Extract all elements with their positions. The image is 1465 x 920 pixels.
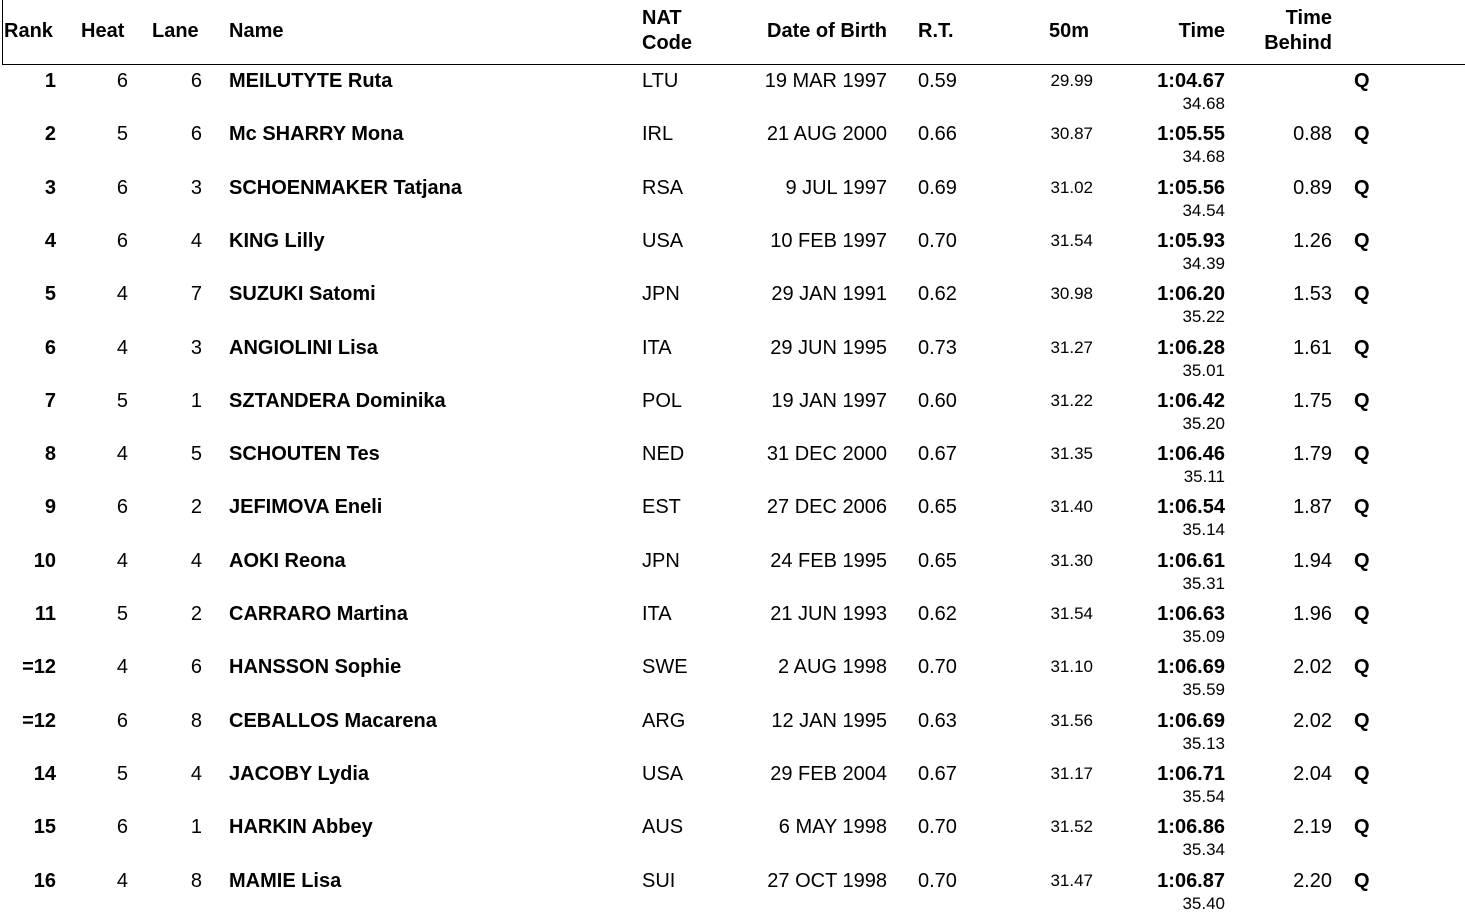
rank-cell: 16 bbox=[33, 869, 56, 892]
lane-cell: 3 bbox=[190, 336, 202, 359]
swimmer-name: KING Lilly bbox=[229, 229, 325, 252]
final-time: 1:06.61 bbox=[1157, 549, 1225, 572]
table-row bbox=[0, 387, 1465, 440]
final-time: 1:05.55 bbox=[1157, 123, 1225, 146]
split-100m: 35.13 bbox=[1182, 733, 1225, 753]
time-behind: 1.79 bbox=[1293, 443, 1332, 466]
lane-cell: 6 bbox=[190, 656, 202, 679]
heat-cell: 4 bbox=[116, 656, 128, 679]
split-50m: 31.52 bbox=[1050, 817, 1093, 837]
heat-cell: 6 bbox=[116, 709, 128, 732]
lane-cell: 6 bbox=[190, 70, 202, 92]
swimmer-name: MEILUTYTE Ruta bbox=[229, 70, 393, 92]
heat-cell: 4 bbox=[116, 549, 128, 572]
reaction-time: 0.66 bbox=[918, 123, 957, 146]
time-behind: 2.02 bbox=[1293, 709, 1332, 732]
lane-cell: 7 bbox=[190, 283, 202, 306]
lane-cell: 1 bbox=[190, 389, 202, 412]
split-50m: 29.99 bbox=[1050, 71, 1093, 90]
date-of-birth: 19 JAN 1997 bbox=[771, 389, 887, 412]
qualified-mark: Q bbox=[1354, 123, 1370, 146]
date-of-birth: 29 FEB 2004 bbox=[770, 762, 887, 785]
time-behind: 2.19 bbox=[1293, 816, 1332, 839]
lane-cell: 1 bbox=[190, 816, 202, 839]
split-50m: 31.17 bbox=[1050, 763, 1093, 783]
split-100m: 35.11 bbox=[1183, 467, 1225, 487]
rank-cell: 5 bbox=[44, 283, 56, 306]
table-row bbox=[0, 227, 1465, 280]
lane-cell: 4 bbox=[190, 229, 202, 252]
final-time: 1:06.86 bbox=[1157, 816, 1225, 839]
rank-cell: =12 bbox=[22, 656, 56, 679]
swimmer-name: CEBALLOS Macarena bbox=[229, 709, 437, 732]
date-of-birth: 27 DEC 2006 bbox=[766, 496, 887, 519]
split-100m: 35.22 bbox=[1182, 307, 1225, 327]
final-time: 1:06.63 bbox=[1157, 603, 1225, 625]
qualified-mark: Q bbox=[1354, 176, 1370, 199]
lane-cell: 4 bbox=[190, 549, 202, 572]
rank-cell: 1 bbox=[44, 70, 56, 92]
nat-code: JPN bbox=[642, 549, 680, 572]
reaction-time: 0.70 bbox=[918, 656, 957, 679]
rank-cell: 10 bbox=[33, 549, 56, 572]
reaction-time: 0.67 bbox=[918, 443, 957, 466]
date-of-birth: 29 JAN 1991 bbox=[771, 283, 887, 306]
nat-code: USA bbox=[642, 229, 684, 252]
nat-code: NED bbox=[642, 443, 685, 466]
swimmer-name: CARRARO Martina bbox=[229, 603, 408, 625]
nat-code: POL bbox=[642, 389, 683, 412]
qualified-mark: Q bbox=[1354, 869, 1370, 892]
final-time: 1:06.71 bbox=[1157, 762, 1225, 785]
heat-cell: 5 bbox=[116, 603, 128, 625]
date-of-birth: 21 AUG 2000 bbox=[766, 123, 887, 146]
split-50m: 31.35 bbox=[1050, 444, 1093, 464]
rank-cell: 15 bbox=[33, 816, 56, 839]
reaction-time: 0.62 bbox=[918, 603, 957, 625]
qualified-mark: Q bbox=[1354, 549, 1370, 572]
rank-cell: 2 bbox=[44, 123, 56, 146]
lane-cell: 3 bbox=[190, 176, 202, 199]
header-heat: Heat bbox=[81, 20, 125, 42]
heat-cell: 5 bbox=[116, 123, 128, 146]
header-divider bbox=[2, 64, 1465, 65]
final-time: 1:06.20 bbox=[1157, 283, 1225, 306]
split-50m: 31.27 bbox=[1050, 337, 1093, 357]
header-reaction-time: R.T. bbox=[918, 20, 954, 42]
nat-code: USA bbox=[642, 762, 684, 785]
nat-code: IRL bbox=[642, 123, 674, 146]
date-of-birth: 31 DEC 2000 bbox=[766, 443, 887, 466]
nat-code: SWE bbox=[642, 656, 688, 679]
nat-code: LTU bbox=[642, 70, 679, 92]
reaction-time: 0.65 bbox=[918, 549, 957, 572]
reaction-time: 0.65 bbox=[918, 496, 957, 519]
lane-cell: 2 bbox=[190, 603, 202, 625]
qualified-mark: Q bbox=[1354, 70, 1370, 92]
date-of-birth: 21 JUN 1993 bbox=[770, 603, 887, 625]
nat-code: RSA bbox=[642, 176, 684, 199]
table-row bbox=[0, 600, 1465, 653]
split-100m: 35.31 bbox=[1182, 573, 1225, 593]
nat-code: EST bbox=[642, 496, 681, 519]
date-of-birth: 10 FEB 1997 bbox=[770, 229, 887, 252]
swimmer-name: AOKI Reona bbox=[229, 549, 346, 572]
reaction-time: 0.60 bbox=[918, 389, 957, 412]
rank-cell: 7 bbox=[44, 389, 56, 412]
rank-cell: 14 bbox=[33, 762, 56, 785]
swimmer-name: SUZUKI Satomi bbox=[229, 283, 376, 306]
nat-code: AUS bbox=[642, 816, 684, 839]
nat-code: JPN bbox=[642, 283, 680, 306]
final-time: 1:04.67 bbox=[1157, 70, 1225, 92]
final-time: 1:06.54 bbox=[1157, 496, 1225, 519]
rank-cell: 6 bbox=[44, 336, 56, 359]
time-behind: 0.89 bbox=[1293, 176, 1332, 199]
time-behind: 0.88 bbox=[1293, 123, 1332, 146]
swimmer-name: JEFIMOVA Eneli bbox=[229, 496, 383, 519]
reaction-time: 0.70 bbox=[918, 816, 957, 839]
split-100m: 35.54 bbox=[1182, 786, 1225, 806]
table-row bbox=[0, 760, 1465, 813]
reaction-time: 0.70 bbox=[918, 869, 957, 892]
qualified-mark: Q bbox=[1354, 229, 1370, 252]
qualified-mark: Q bbox=[1354, 336, 1370, 359]
rank-cell: =12 bbox=[22, 709, 56, 732]
header-lane: Lane bbox=[152, 20, 199, 42]
split-50m: 30.98 bbox=[1050, 284, 1093, 304]
rank-cell: 3 bbox=[44, 176, 56, 199]
swimmer-name: SZTANDERA Dominika bbox=[229, 389, 446, 412]
nat-code: ITA bbox=[642, 603, 672, 625]
swimmer-name: SCHOENMAKER Tatjana bbox=[229, 176, 462, 199]
table-row bbox=[0, 67, 1465, 120]
split-50m: 31.30 bbox=[1050, 550, 1093, 570]
time-behind: 2.04 bbox=[1293, 762, 1332, 785]
heat-cell: 4 bbox=[116, 336, 128, 359]
header-name: Name bbox=[229, 20, 284, 42]
qualified-mark: Q bbox=[1354, 709, 1370, 732]
swimmer-name: Mc SHARRY Mona bbox=[229, 123, 404, 146]
final-time: 1:06.42 bbox=[1157, 389, 1225, 412]
lane-cell: 5 bbox=[190, 443, 202, 466]
split-100m: 35.01 bbox=[1182, 360, 1225, 380]
heat-cell: 4 bbox=[116, 283, 128, 306]
reaction-time: 0.70 bbox=[918, 229, 957, 252]
qualified-mark: Q bbox=[1354, 656, 1370, 679]
lane-cell: 8 bbox=[190, 709, 202, 732]
split-50m: 31.22 bbox=[1050, 390, 1093, 410]
swimmer-name: HANSSON Sophie bbox=[229, 656, 402, 679]
reaction-time: 0.63 bbox=[918, 709, 957, 732]
table-row bbox=[0, 120, 1465, 173]
split-100m: 35.14 bbox=[1182, 520, 1225, 540]
split-100m: 34.54 bbox=[1182, 200, 1225, 220]
split-50m: 31.47 bbox=[1050, 870, 1093, 890]
qualified-mark: Q bbox=[1354, 283, 1370, 306]
reaction-time: 0.67 bbox=[918, 762, 957, 785]
split-100m: 34.68 bbox=[1182, 94, 1225, 113]
lane-cell: 8 bbox=[190, 869, 202, 892]
heat-cell: 6 bbox=[116, 176, 128, 199]
swimmer-name: ANGIOLINI Lisa bbox=[229, 336, 378, 359]
split-50m: 31.10 bbox=[1050, 657, 1093, 677]
heat-cell: 4 bbox=[116, 869, 128, 892]
qualified-mark: Q bbox=[1354, 496, 1370, 519]
time-behind: 1.61 bbox=[1293, 336, 1332, 359]
table-row bbox=[0, 653, 1465, 706]
heat-cell: 6 bbox=[116, 496, 128, 519]
split-100m: 34.68 bbox=[1182, 147, 1225, 167]
date-of-birth: 9 JUL 1997 bbox=[785, 176, 887, 199]
table-row bbox=[0, 547, 1465, 600]
reaction-time: 0.59 bbox=[918, 70, 957, 92]
header-behind-line1: Time bbox=[1285, 7, 1332, 29]
table-row bbox=[0, 707, 1465, 760]
rank-cell: 9 bbox=[44, 496, 56, 519]
reaction-time: 0.73 bbox=[918, 336, 957, 359]
heat-cell: 4 bbox=[116, 443, 128, 466]
table-row bbox=[0, 440, 1465, 493]
nat-code: SUI bbox=[642, 869, 676, 892]
final-time: 1:06.28 bbox=[1157, 336, 1225, 359]
header-nat-line2: Code bbox=[642, 32, 692, 54]
final-time: 1:05.56 bbox=[1157, 176, 1225, 199]
header-split-50m: 50m bbox=[1049, 20, 1090, 42]
table-row bbox=[0, 813, 1465, 866]
rank-cell: 4 bbox=[44, 229, 56, 252]
header-date-of-birth: Date of Birth bbox=[767, 20, 887, 42]
qualified-mark: Q bbox=[1354, 816, 1370, 839]
table-row bbox=[0, 280, 1465, 333]
lane-cell: 6 bbox=[190, 123, 202, 146]
qualified-mark: Q bbox=[1354, 443, 1370, 466]
results-header bbox=[0, 0, 1465, 66]
date-of-birth: 2 AUG 1998 bbox=[778, 656, 887, 679]
time-behind: 1.53 bbox=[1293, 283, 1332, 306]
header-time: Time bbox=[1178, 20, 1225, 42]
time-behind: 2.20 bbox=[1293, 869, 1332, 892]
split-100m: 34.39 bbox=[1182, 253, 1225, 273]
swimmer-name: MAMIE Lisa bbox=[229, 869, 342, 892]
split-100m: 35.40 bbox=[1182, 893, 1225, 913]
split-100m: 35.09 bbox=[1182, 627, 1225, 646]
reaction-time: 0.62 bbox=[918, 283, 957, 306]
swimmer-name: JACOBY Lydia bbox=[229, 762, 370, 785]
date-of-birth: 19 MAR 1997 bbox=[764, 70, 887, 92]
header-left-border bbox=[2, 0, 3, 65]
swimmer-name: SCHOUTEN Tes bbox=[229, 443, 380, 466]
date-of-birth: 12 JAN 1995 bbox=[771, 709, 887, 732]
rank-cell: 11 bbox=[34, 603, 56, 625]
header-behind-line2: Behind bbox=[1264, 32, 1332, 54]
time-behind: 1.87 bbox=[1293, 496, 1332, 519]
final-time: 1:06.69 bbox=[1157, 656, 1225, 679]
date-of-birth: 29 JUN 1995 bbox=[770, 336, 887, 359]
swimmer-name: HARKIN Abbey bbox=[229, 816, 373, 839]
heat-cell: 6 bbox=[116, 816, 128, 839]
reaction-time: 0.69 bbox=[918, 176, 957, 199]
table-row bbox=[0, 174, 1465, 227]
final-time: 1:06.87 bbox=[1157, 869, 1225, 892]
heat-cell: 5 bbox=[116, 762, 128, 785]
split-100m: 35.20 bbox=[1182, 413, 1225, 433]
time-behind: 1.96 bbox=[1293, 603, 1332, 625]
table-row bbox=[0, 334, 1465, 387]
time-behind: 1.75 bbox=[1293, 389, 1332, 412]
final-time: 1:05.93 bbox=[1157, 229, 1225, 252]
split-100m: 35.34 bbox=[1182, 840, 1225, 860]
final-time: 1:06.69 bbox=[1157, 709, 1225, 732]
final-time: 1:06.46 bbox=[1157, 443, 1225, 466]
split-50m: 30.87 bbox=[1050, 124, 1093, 144]
heat-cell: 5 bbox=[116, 389, 128, 412]
heat-cell: 6 bbox=[116, 70, 128, 92]
qualified-mark: Q bbox=[1354, 762, 1370, 785]
qualified-mark: Q bbox=[1354, 389, 1370, 412]
split-50m: 31.02 bbox=[1050, 177, 1093, 197]
lane-cell: 4 bbox=[190, 762, 202, 785]
time-behind: 2.02 bbox=[1293, 656, 1332, 679]
table-row bbox=[0, 493, 1465, 546]
date-of-birth: 6 MAY 1998 bbox=[778, 816, 887, 839]
nat-code: ARG bbox=[642, 709, 686, 732]
time-behind: 1.94 bbox=[1293, 549, 1332, 572]
heat-cell: 6 bbox=[116, 229, 128, 252]
split-50m: 31.40 bbox=[1050, 497, 1093, 517]
split-100m: 35.59 bbox=[1182, 680, 1225, 700]
split-50m: 31.54 bbox=[1050, 230, 1093, 250]
table-row bbox=[0, 867, 1465, 920]
split-50m: 31.54 bbox=[1050, 604, 1093, 623]
lane-cell: 2 bbox=[190, 496, 202, 519]
date-of-birth: 27 OCT 1998 bbox=[767, 869, 887, 892]
rank-cell: 8 bbox=[44, 443, 56, 466]
header-rank: Rank bbox=[4, 20, 53, 42]
nat-code: ITA bbox=[642, 336, 672, 359]
qualified-mark: Q bbox=[1354, 603, 1370, 625]
split-50m: 31.56 bbox=[1050, 710, 1093, 730]
time-behind: 1.26 bbox=[1293, 229, 1332, 252]
header-nat-line1: NAT bbox=[642, 7, 682, 29]
date-of-birth: 24 FEB 1995 bbox=[770, 549, 887, 572]
